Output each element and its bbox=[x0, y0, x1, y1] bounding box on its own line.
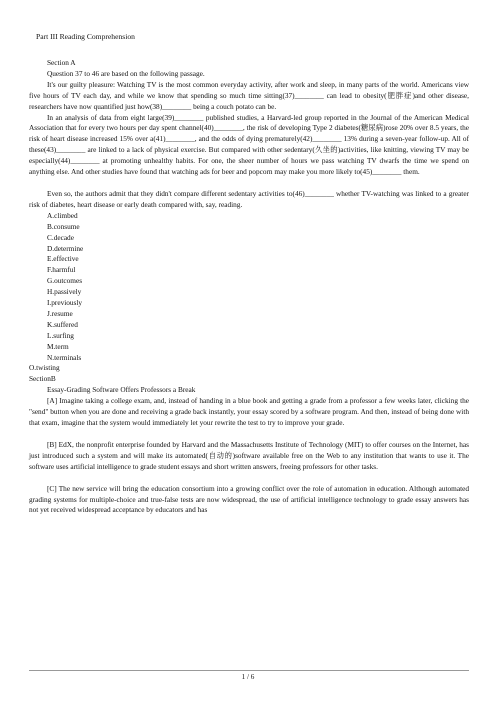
page-content bbox=[29, 58, 469, 516]
section-a-heading: Section A bbox=[47, 58, 76, 67]
article-paragraph-a: [A] Imagine taking a college exam, and, instead of handing in a blue book and getting a grade from a professor a few weeks later, clicking the "send" button when you are done and receiving a grade back instantly, your essay scored by a software program. And then, instead of being done with that exam, imagine that the system would immediately let your rewrite the test to try to improve your grade. bbox=[29, 396, 469, 427]
article-paragraph-c: [C] The new service will bring the education consortium into a growing conflict over the role of automation in education. Although automated grading systems for multiple-choice and true-false tests are now widespread, the use of artificial intelligence technology to grade essay answers has not yet received widespread acceptance by educators and has bbox=[29, 483, 469, 515]
word-option: O.twisting bbox=[29, 363, 60, 373]
word-option: L.surfing bbox=[47, 330, 74, 340]
footer-divider bbox=[29, 670, 469, 671]
word-option: C.decade bbox=[47, 232, 74, 242]
word-option: D.determine bbox=[47, 243, 84, 253]
word-option: K.suffered bbox=[47, 319, 78, 329]
page-number: 1 / 6 bbox=[241, 673, 255, 681]
passage-paragraph-3: Even so, the authors admit that they didn't compare different sedentary activities to(46)________ whether TV-watching was linked to a greater risk of diabetes, heart disease or early death compared with, say, reading. bbox=[29, 188, 469, 209]
section-b-heading: SectionB bbox=[29, 374, 56, 384]
word-option: N.terminals bbox=[47, 352, 82, 362]
word-option: A.climbed bbox=[47, 210, 78, 220]
article-title: Essay-Grading Software Offers Professors a Break bbox=[47, 385, 196, 395]
word-bank bbox=[29, 211, 469, 375]
word-option: H.passively bbox=[47, 287, 82, 297]
passage-paragraph-2: In an analysis of data from eight large(39)________ published studies, a Harvard-led group reported in the Journal of the American Medical Association that for every two hours per day spent channel(40)________, the risk of developing Type 2 diabetes(糖尿病)rose 20% over 8.5 years, the risk of heart disease increased 15% over a(41)________, and the odds of dying prematurely(42)________ 13% during a seven-year follow-up. All of these(43)________ are linked to a lack of physical exercise. But compared with other sedentary(久坐的)activities, like knitting, viewing TV may be especially(44)________ at promoting unhealthy habits. For one, the sheer number of hours we pass watching TV dwarfs the time we spend on anything else. And other studies have found that watching ads for beer and popcorn may make you more likely to(45)________ them. bbox=[29, 112, 469, 177]
paragraph-gap bbox=[29, 178, 469, 189]
word-option: G.outcomes bbox=[47, 276, 83, 286]
word-option: E.effective bbox=[47, 254, 79, 264]
paragraph-gap bbox=[29, 473, 469, 484]
paragraph-gap bbox=[29, 429, 469, 440]
article-paragraph-b: [B] EdX, the nonprofit enterprise founded by Harvard and the Massachusetts Institute of Technology (MIT) to offer courses on the Internet, has just introduced such a system and will make its automated(自动的)software available free on the Web to any institution that wants to use it. The software uses artificial intelligence to grade student essays and short written answers, freeing professors for other tasks. bbox=[29, 439, 469, 471]
word-option: M.term bbox=[47, 341, 69, 351]
word-option: I.previously bbox=[47, 298, 83, 308]
section-a-intro: Question 37 to 46 are based on the following passage. bbox=[47, 68, 205, 78]
word-option: J.resume bbox=[47, 308, 73, 318]
passage-paragraph-1: It's our guilty pleasure: Watching TV is the most common everyday activity, after work and sleep, in many parts of the world. Americans view five hours of TV each day, and while we know that spending so much time sitting(37)________ can lead to obesity(肥胖症)and other disease, researchers have now quantified just how(38)________ being a couch potato can be. bbox=[29, 79, 469, 111]
part-title: Part III Reading Comprehension bbox=[36, 32, 135, 41]
word-option: B.consume bbox=[47, 221, 80, 231]
word-option: F.harmful bbox=[47, 265, 76, 275]
